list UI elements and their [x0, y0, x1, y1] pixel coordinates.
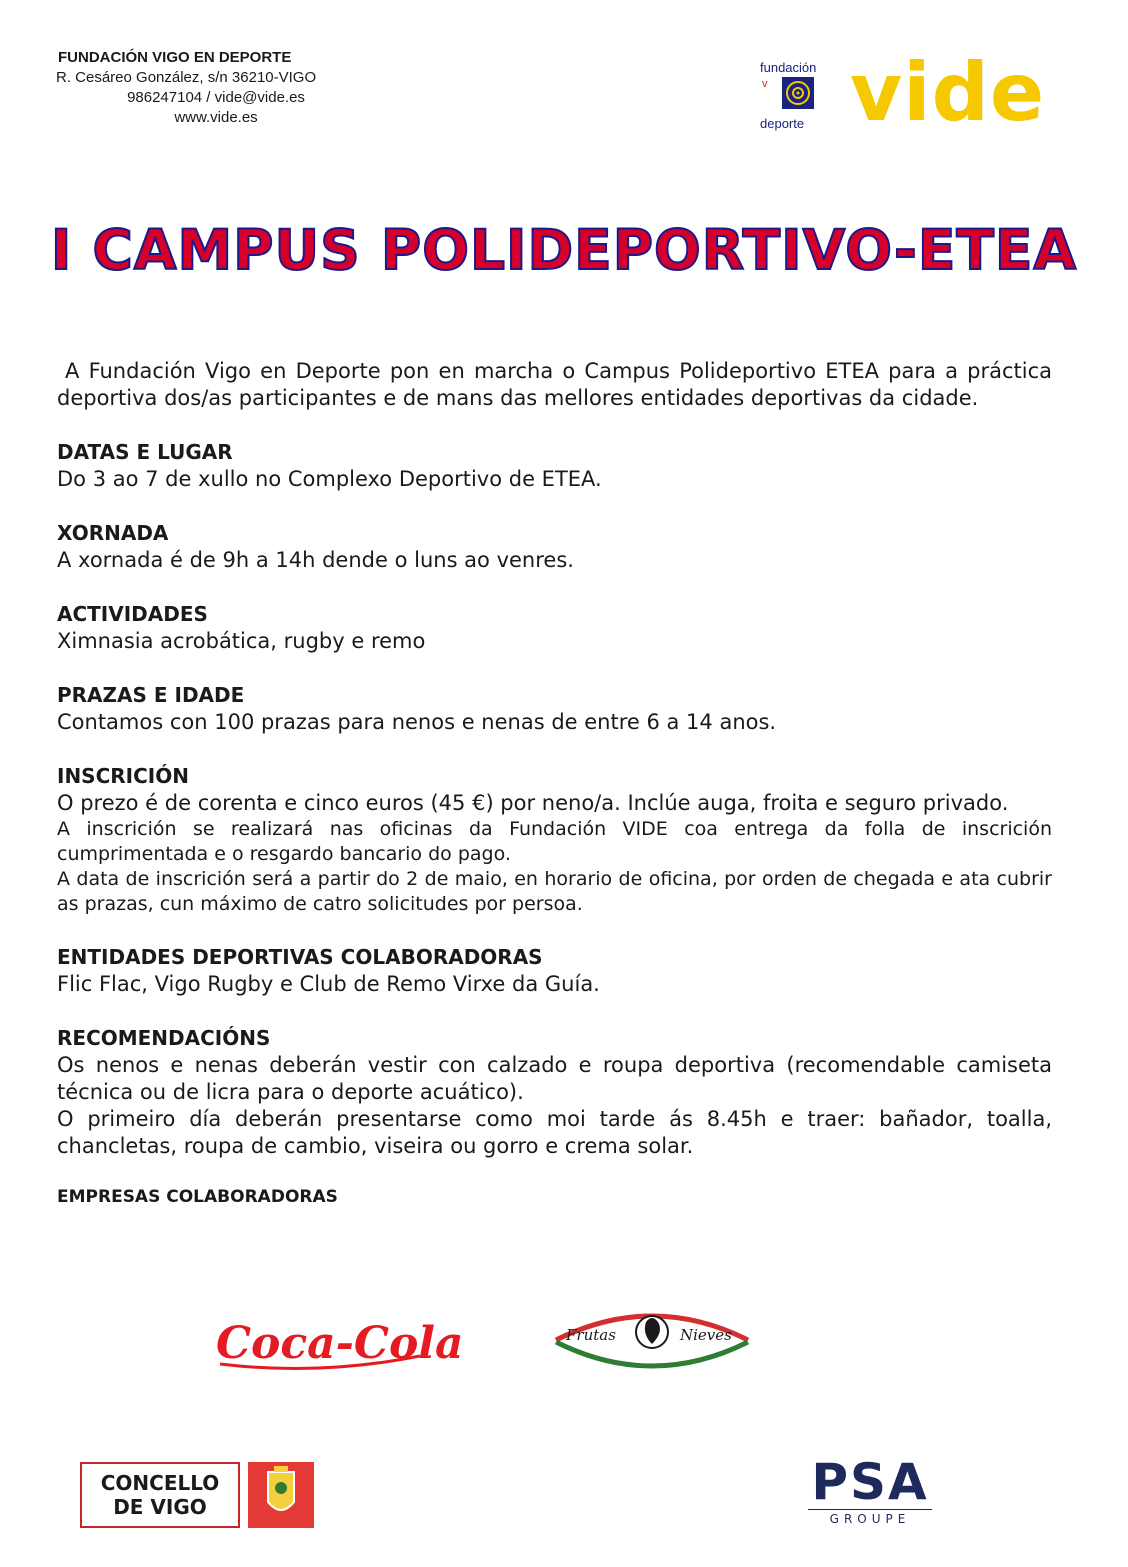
coca-cola-wordmark: Coca-Cola [216, 1318, 464, 1369]
sponsors-heading: EMPRESAS COLABORADORAS [57, 1187, 338, 1207]
section-inscricion [57, 763, 1052, 917]
section-text: Ximnasia acrobática, rugby e remo [57, 629, 426, 653]
inscricion-price: O prezo é de corenta e cinco euros (45 €) por neno/a. Inclúe auga, froita e seguro privado. [57, 791, 1009, 815]
psa-subtitle: GROUPE [808, 1509, 932, 1526]
section-heading: INSCRICIÓN [57, 764, 189, 788]
vide-logo-deporte: deporte [760, 116, 805, 131]
inscricion-when: A data de inscrición será a partir do 2 de maio, en horario de oficina, por orden de chegada e ata cubrir as prazas, cun máximo de catro solicitudes por persoa. [57, 868, 1052, 915]
vide-logo-emblem-icon [760, 75, 850, 113]
org-address: R. Cesáreo González, s/n 36210-VIGO [56, 69, 317, 86]
section-entidades [57, 944, 1052, 998]
vide-logo-small-text [760, 60, 850, 131]
concello-de-vigo-logo [80, 1462, 240, 1528]
page-title: I CAMPUS POLIDEPORTIVO-ETEA [50, 218, 1078, 282]
vide-logo-word: vide [850, 46, 1046, 139]
vide-logo-vigo-letters: v [762, 78, 768, 90]
main-content [57, 358, 1052, 1211]
section-heading: XORNADA [57, 521, 169, 545]
section-xornada [57, 520, 1052, 574]
section-text: Flic Flac, Vigo Rugby e Club de Remo Virxe da Guía. [57, 972, 600, 996]
section-heading: DATAS E LUGAR [57, 440, 233, 464]
recomendacions-first-day: O primeiro día deberán presentarse como moi tarde ás 8.45h e traer: bañador, toalla, chancletas, roupa de cambio, viseira ou gorro e crema solar. [57, 1107, 1052, 1158]
vigo-coat-of-arms-icon [248, 1462, 314, 1528]
concello-line2: DE VIGO [113, 1495, 207, 1519]
section-text: A xornada é de 9h a 14h dende o luns ao venres. [57, 548, 574, 572]
org-contact: 986247104 / vide@vide.es [127, 89, 305, 106]
psa-groupe-logo [790, 1455, 950, 1535]
org-website: www.vide.es [174, 109, 258, 126]
section-text: Contamos con 100 prazas para nenos e nenas de entre 6 a 14 anos. [57, 710, 777, 734]
section-heading: PRAZAS E IDADE [57, 683, 245, 707]
section-heading: ACTIVIDADES [57, 602, 208, 626]
frutas-nieves-logo [552, 1300, 752, 1370]
recomendacions-clothing: Os nenos e nenas deberán vestir con calzado e roupa deportiva (recomendable camiseta técnica ou de licra para o deporte acuático). [57, 1053, 1052, 1104]
vide-logo [760, 46, 1070, 139]
section-heading: ENTIDADES DEPORTIVAS COLABORADORAS [57, 945, 543, 969]
section-heading: RECOMENDACIÓNS [57, 1026, 271, 1050]
nieves-word: Nieves [680, 1326, 732, 1344]
frutas-word: Frutas [566, 1326, 616, 1344]
vide-logo-fundacion: fundación [760, 60, 817, 75]
organization-header [56, 48, 376, 128]
section-actividades [57, 601, 1052, 655]
psa-wordmark: PSA [811, 1453, 929, 1511]
inscricion-where: A inscrición se realizará nas oficinas da Fundación VIDE coa entrega da folla de inscrición cumprimentada e o resgardo bancario do pago. [57, 818, 1052, 865]
org-name: FUNDACIÓN VIGO EN DEPORTE [58, 49, 292, 66]
section-text: Do 3 ao 7 de xullo no Complexo Deportivo de ETEA. [57, 467, 602, 491]
section-recomendacions [57, 1025, 1052, 1160]
concello-line1: CONCELLO [100, 1471, 220, 1495]
intro-paragraph: A Fundación Vigo en Deporte pon en marcha o Campus Polideportivo ETEA para a práctica deportiva dos/as participantes e de mans das mellores entidades deportivas da cidade. [57, 359, 1052, 410]
section-datas [57, 439, 1052, 493]
section-prazas [57, 682, 1052, 736]
coca-cola-logo [210, 1306, 464, 1376]
